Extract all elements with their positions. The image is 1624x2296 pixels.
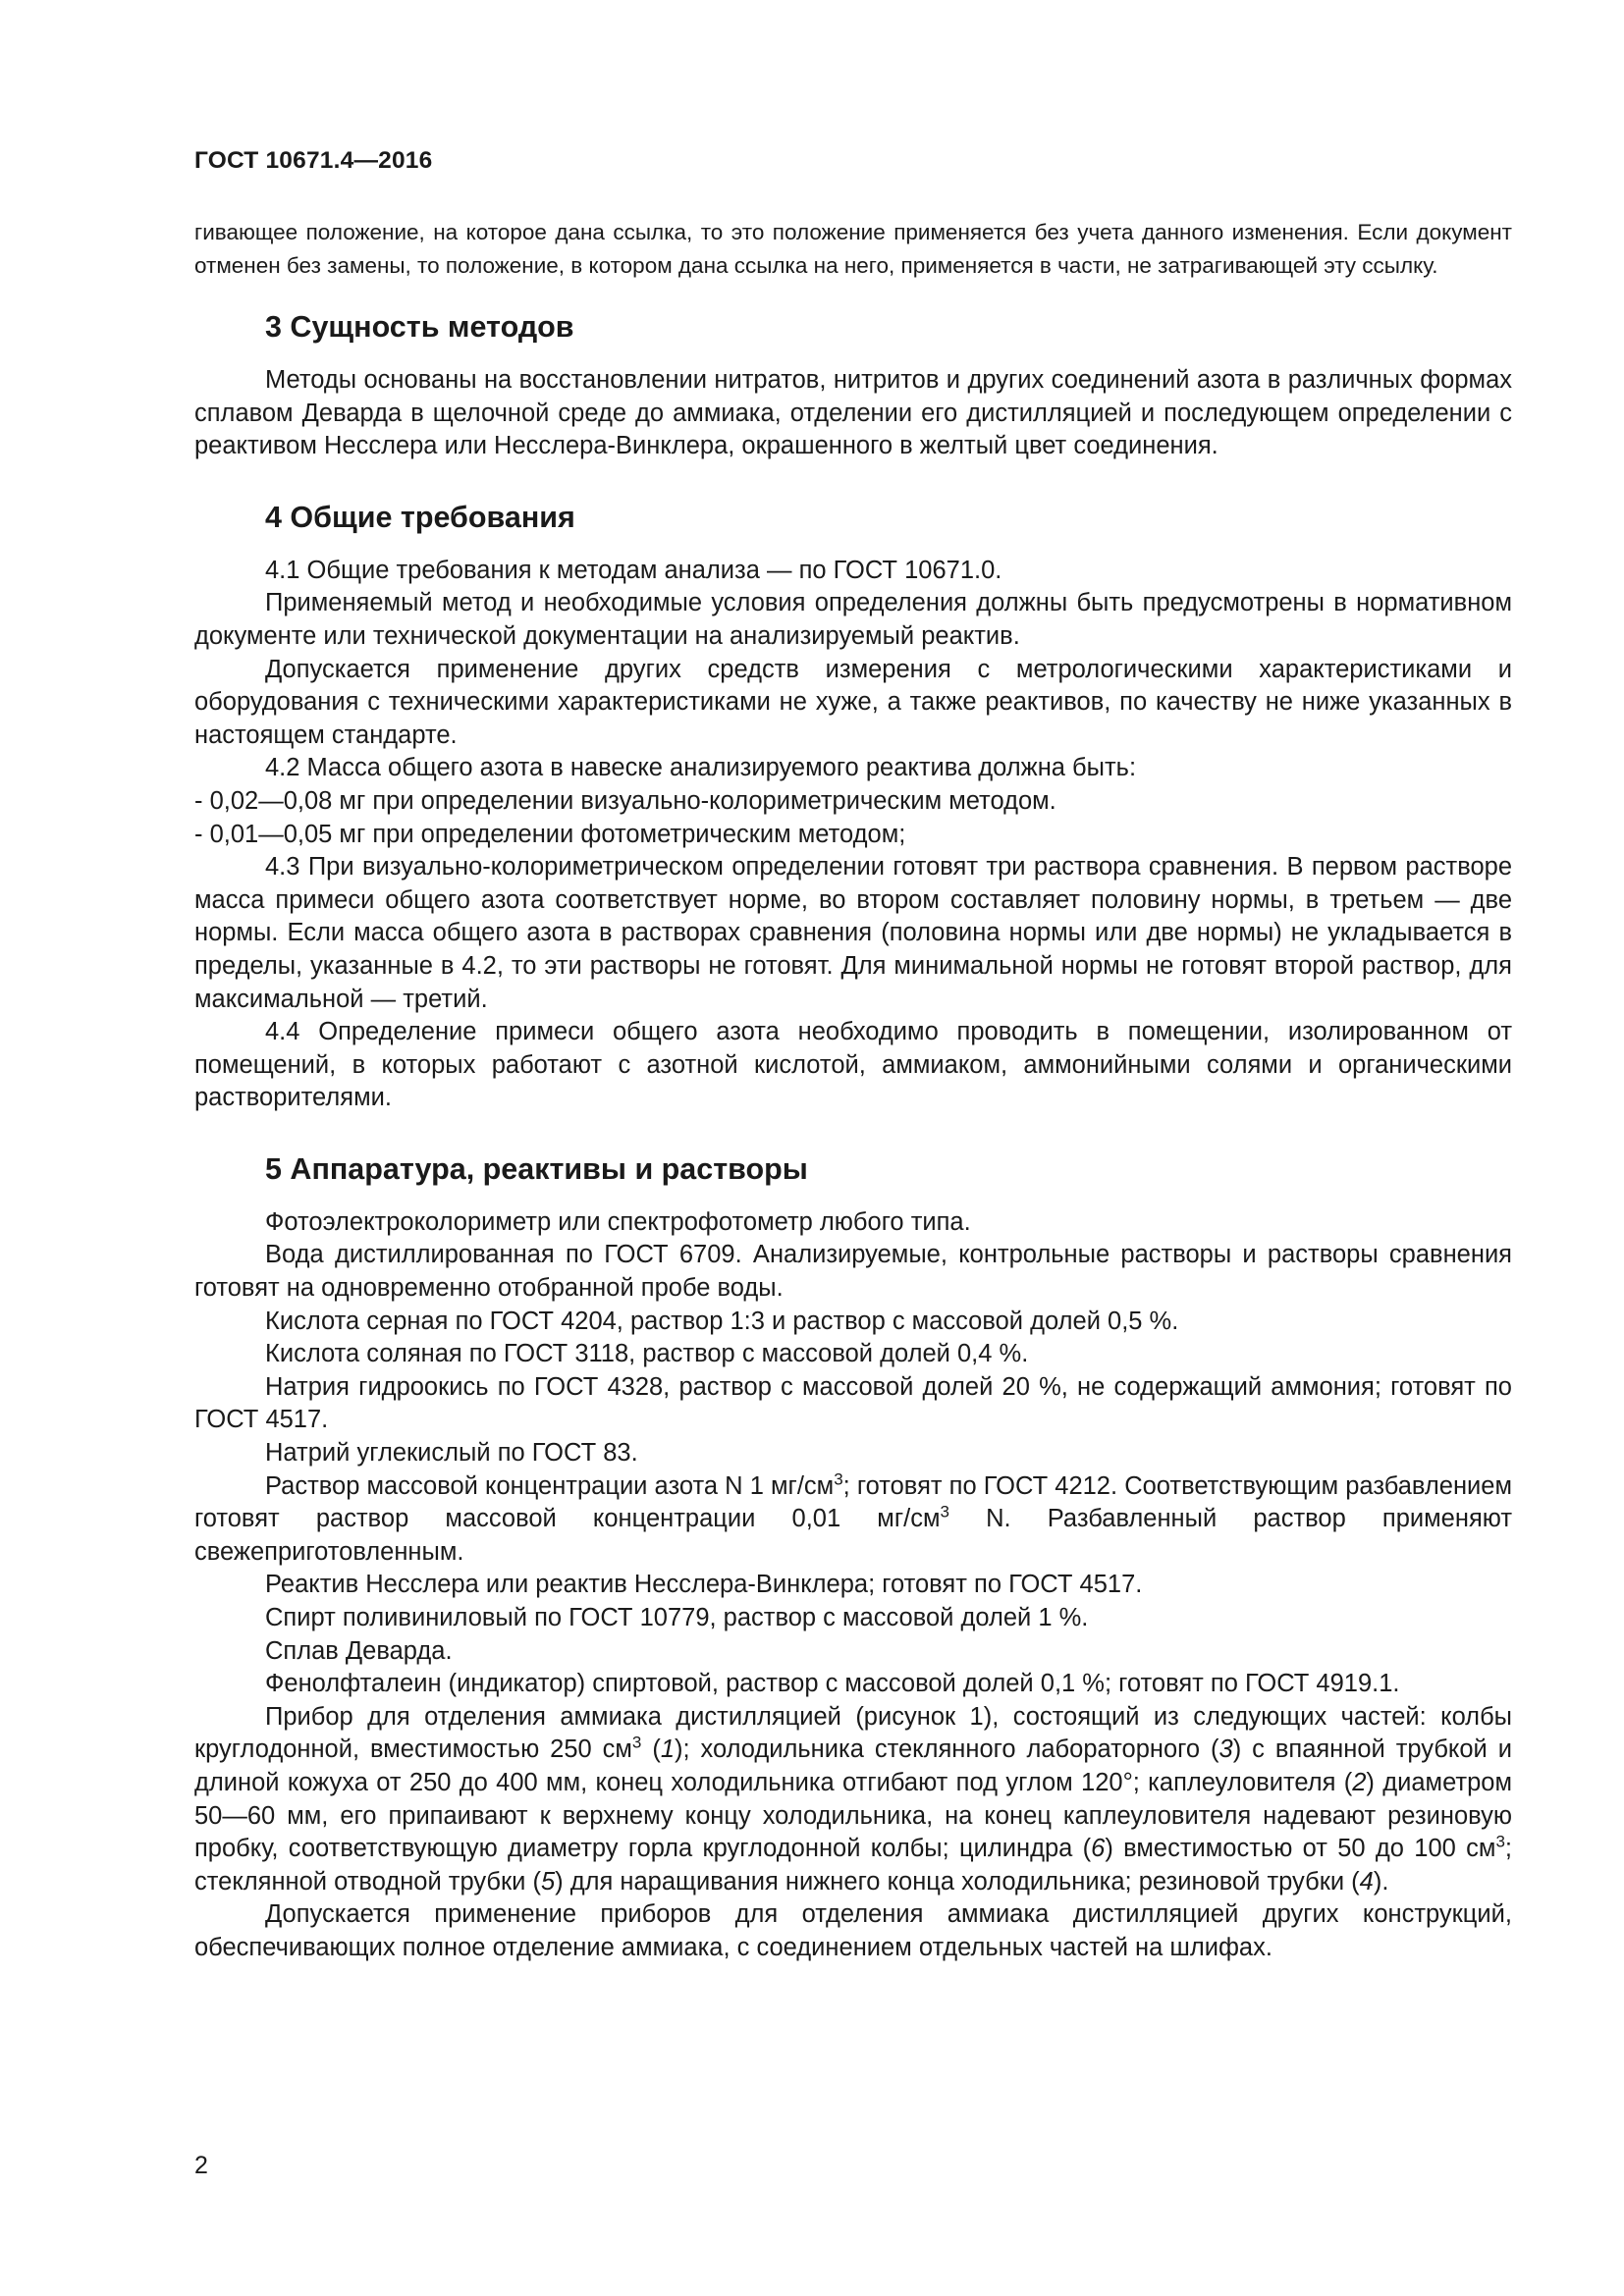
paragraph: Натрий углекислый по ГОСТ 83. bbox=[265, 1439, 638, 1468]
section-5-heading: 5 Аппаратура, реактивы и растворы bbox=[265, 1151, 808, 1186]
document-header: ГОСТ 10671.4—2016 bbox=[194, 147, 433, 174]
section-3-heading: 3 Сущность методов bbox=[265, 310, 574, 344]
figure-ref: 5 bbox=[540, 1867, 556, 1896]
list-item: - 0,01—0,05 мг при определении фотометрическим методом; bbox=[194, 820, 906, 848]
figure-ref: 6 bbox=[1091, 1835, 1106, 1863]
paragraph: Вода дистиллированная по ГОСТ 6709. Анализируемые, контрольные растворы и растворы сравнения готовят на одновременно отобранной пробе воды. bbox=[194, 1241, 1512, 1303]
paragraph: Сплав Деварда. bbox=[265, 1636, 453, 1665]
superscript: 3 bbox=[940, 1502, 949, 1522]
paragraph: Раствор массовой концентрации азота N 1 $мг/см^3$; готовят по ГОСТ 4212. Соответствующим разбавлением готовят раствор массовой концентрации 0,01 $мг/см^3$ N. Разбавленный раствор применяют свежеприготовленным. bbox=[194, 1469, 1513, 1566]
paragraph: Реактив Несслера или реактив Несслера-Винклера; готовят по ГОСТ 4517. bbox=[265, 1571, 1143, 1599]
apparatus-paragraph: Прибор для отделения аммиака дистилляцией (рисунок 1), состоящий из следующих частей: колбы круглодонной, вместимостью 250 $см^3$ (1); холодильника стеклянного лабораторного (3) с впаянной трубкой и длиной кожуха от 250 до 400 мм, конец холодильника отгибают под углом 120°; каплеуловителя (2) диаметром 50—60 мм, его припаивают к верхнему концу холодильника, на конец каплеуловителя надевают резиновую пробку, соответствующую диаметру горла круглодонной колбы; цилиндра (6) вместимостью от 50 до 100 $см^3$; стеклянной отводной трубки (5) для наращивания нижнего конца холодильника; резиновой трубки (4). bbox=[194, 1702, 1512, 1896]
paragraph: Фенолфталеин (индикатор) спиртовой, раствор с массовой долей 0,1 %; готовят по ГОСТ 4919.1. bbox=[265, 1670, 1400, 1698]
figure-ref: 4 bbox=[1359, 1867, 1374, 1896]
clause-4-4: 4.4 Определение примеси общего азота необходимо проводить в помещении, изолированном от помещений, в которых работают с азотной кислотой, аммиаком, аммонийными солями и органическими растворителями. bbox=[194, 1018, 1512, 1112]
paragraph: Применяемый метод и необходимые условия определения должны быть предусмотрены в нормативном документе или технической документации на анализируемый реактив. bbox=[194, 589, 1512, 650]
figure-ref: 3 bbox=[1218, 1735, 1233, 1764]
section-3-paragraph: Методы основаны на восстановлении нитратов, нитритов и других соединений азота в различных формах сплавом Деварда в щелочной среде до аммиака, отделении его дистилляцией и последующем определении с реактивом Несслера или Несслера-Винклера, окрашенного в желтый цвет соединения. bbox=[194, 366, 1512, 460]
clause-4-1: 4.1 Общие требования к методам анализа — по ГОСТ 10671.0. bbox=[265, 556, 1002, 584]
paragraph: Допускается применение приборов для отделения аммиака дистилляцией других конструкций, обеспечивающих полное отделение аммиака, с соединением отдельных частей на шлифах. bbox=[194, 1900, 1512, 1961]
paragraph: Кислота серная по ГОСТ 4204, раствор 1:3 и раствор с массовой долей 0,5 %. bbox=[265, 1307, 1179, 1335]
clause-4-3: 4.3 При визуально-колориметрическом определении готовят три раствора сравнения. В первом растворе масса примеси общего азота соответствует норме, во втором составляет половину нормы, в третьем — две нормы. Если масса общего азота в растворах сравнения (половина нормы или две нормы) не укладывается в пределы, указанные в 4.2, то эти растворы не готовят. Для минимальной нормы не готовят второй раствор, для максимальной — третий. bbox=[194, 853, 1512, 1013]
superscript: 3 bbox=[1495, 1832, 1505, 1851]
continued-paragraph: гивающее положение, на которое дана ссылка, то это положение применяется без учета данного изменения. Если документ отменен без замены, то положение, в котором дана ссылка на него, применяется в части, не затрагивающей эту ссылку. bbox=[194, 220, 1512, 278]
paragraph: Натрия гидроокись по ГОСТ 4328, раствор с массовой долей 20 %, не содержащий аммония; готовят по ГОСТ 4517. bbox=[194, 1372, 1512, 1434]
paragraph: Фотоэлектроколориметр или спектрофотометр любого типа. bbox=[265, 1207, 971, 1236]
clause-4-2: 4.2 Масса общего азота в навеске анализируемого реактива должна быть: bbox=[265, 754, 1137, 782]
list-item: - 0,02—0,08 мг при определении визуально-колориметрическим методом. bbox=[194, 786, 1056, 815]
document-body bbox=[194, 216, 1512, 1965]
page-number: 2 bbox=[194, 2152, 208, 2179]
superscript: 3 bbox=[631, 1733, 642, 1752]
figure-ref: 1 bbox=[660, 1735, 675, 1764]
section-4-heading: 4 Общие требования bbox=[265, 500, 575, 534]
paragraph: Спирт поливиниловый по ГОСТ 10779, раствор с массовой долей 1 %. bbox=[265, 1604, 1089, 1631]
paragraph: Допускается применение других средств измерения с метрологическими характеристиками и оборудования с техническими характеристиками не хуже, а также реактивов, по качеству не ниже указанных в настоящем стандарте. bbox=[194, 655, 1512, 749]
figure-ref: 2 bbox=[1352, 1768, 1367, 1796]
paragraph: Кислота соляная по ГОСТ 3118, раствор с массовой долей 0,4 %. bbox=[265, 1340, 1029, 1368]
superscript: 3 bbox=[834, 1469, 843, 1489]
